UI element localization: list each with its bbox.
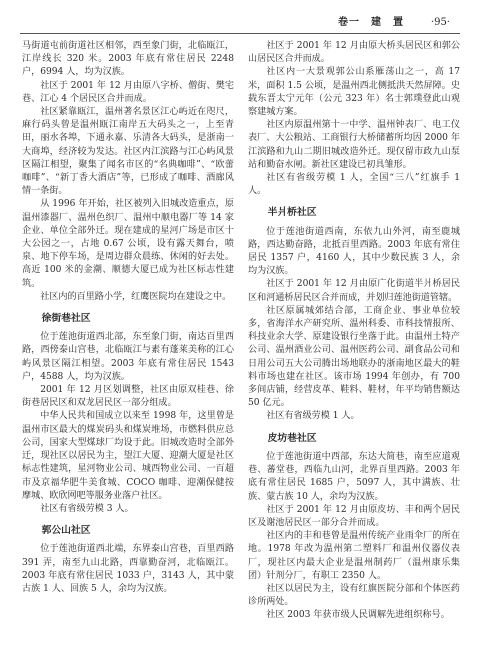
paragraph: 社区有省级劳模 1 人，全国“三八”红旗手 1 人。 bbox=[248, 173, 460, 197]
paragraph: 社区有省级劳模 1 人。 bbox=[266, 411, 360, 422]
section-heading: 郭公山社区 bbox=[41, 525, 91, 537]
paragraph: 社区于 2001 年 12 月由原八字桥、僧街、樊宅巷、江心 4 个居民区合并而成。 bbox=[22, 80, 234, 104]
paragraph: 社区于 2001 年 12 月由原大桥头居民区和郭公山居民区合并而成。 bbox=[248, 41, 460, 65]
header-rule bbox=[20, 33, 460, 34]
paragraph: 社区内一大景观郭公山系雁荡山之一，高 17 米，面积 1.5 公顷，是温州西北侧抵洪天然屏障。史载东晋太宁元年（公元 323 年）名士郭璞登此山观察建城方案。 bbox=[248, 67, 460, 118]
paragraph: 社区 2003 年获市级人民调解先进组织称号。 bbox=[266, 610, 450, 621]
paragraph: 社区内原温州第十一中学、温州钟表厂、电工仪表厂、大公粮站、工商银行大桥储蓄所均因 2000 年江滨路和九山二期旧城改造外迁。现仅留市政九山泵站和勤奋水闸。新社区建设已初具雏形。 bbox=[248, 120, 460, 170]
paragraph: 社区原属城郊结合部，工商企业、事业单位较多，省海洋水产研究所、温州科委、市科技情报所、科技业余大学、原建设银行坐落于此。由温州土特产公司、温州酒业公司、温州医药公司、副食品公司和日用公司五大公司腾出场地联办的浙南地区最大的鞋料市场也建在社区。该市场 1994 年创办，有 700 多间店铺，经营皮革、鞋料、鞋材，年平均销售额达 50 亿元。 bbox=[248, 305, 460, 409]
paragraph: 位于莲池街道中西部，东达大简巷，南至应道观巷、蕃堂巷，西临九山河，北界百里西路。2003 年底有常住居民 1685 户，5097 人，其中满族、壮族、蒙古族 10 人，余均为汉族。 bbox=[248, 451, 460, 502]
paragraph: 从 1996 年开始，社区被列入旧城改造重点，原温州漆器厂、温州色织厂、温州中顺电器厂等 14 家企业、单位全部外迁。现在建成的星河广场是市区十大公园之一，占地 0.67 公顷，设有露天舞台，喷泉、地下停车场，是周边群众晨练、休闲的好去处。高近 100 米的金潮、顺德大厦已成为社区标志性建筑。 bbox=[22, 199, 234, 289]
paragraph: 社区于 2001 年 12 月由原广化街道半爿桥居民区和河通桥居民区合并而成，并划归莲池街道管辖。 bbox=[248, 279, 460, 303]
paragraph: 社区有省级劳模 3 人。 bbox=[40, 503, 134, 514]
paragraph: 位于莲池街道西北端，东界泰山宫巷，百里西路 391 弄，南至九山北路，西靠勤奋河，北临瓯江。2003 年底有常住居民 1033 户，3143 人，其中蒙古族 1 人、回族 5 人，余均为汉族。 bbox=[22, 544, 234, 594]
paragraph: 位于莲池街道西南，东依九山外河，南至鹿城路，西达勤奋路，北抵百里西路。2003 年底有常住居民 1357 户，4160 人，其中少数民族 3 人，余均为汉族。 bbox=[248, 226, 460, 277]
page-header bbox=[250, 16, 450, 30]
page-number: ·95· bbox=[430, 17, 450, 28]
paragraph: 2001 年 12 月区划调整，社区由原双桂巷、徐街巷居民区和双龙居民区一部分组成。 bbox=[22, 385, 234, 409]
left-column bbox=[22, 40, 234, 596]
paragraph: 社区紧靠瓯江，温州著名景区江心屿近在咫尺，麻行码头曾是温州瓯江南岸五大码头之一，上至青田，丽水各埠，下通永嘉、乐清各大码头，是浙南一大商埠，经济较为发达。社区内江滨路与江心屿风景区隔江相望，聚集了闻名市区的“名典咖啡”、“欧蕾咖啡”、“新丁香大酒店”等，已形成了咖啡、酒廊风情一条街。 bbox=[22, 107, 234, 197]
section-heading: 徐街巷社区 bbox=[41, 313, 91, 325]
running-head-title: 卷一 建 置 bbox=[338, 17, 404, 28]
paragraph: 位于莲池街道西北部，东至象门街，南达百里西路，西傍泰山宫巷，北临瓯江与素有蓬莱美称的江心屿风景区隔江相望。2003 年底有常住居民 1543 户，4588 人，均为汉族。 bbox=[22, 332, 234, 382]
paragraph: 社区以居民为主，设有红旗医院分部和个体医药诊所两处。 bbox=[248, 583, 460, 608]
paragraph: 马街道屯前街道社区相邻，西至象门街，北临瓯江，江岸线长 320 米。2003 年底有常住居民 2248 户，6994 人，均为汉族。 bbox=[22, 41, 234, 78]
section-heading: 皮坊巷社区 bbox=[267, 432, 317, 444]
paragraph: 社区内的丰和巷曾是温州传统产业雨伞厂的所在地。1978 年改为温州第二塑料厂和温州仪器仪表厂，现社区内最大企业是温州制药厂（温州康乐集团）针剂分厂，有职工 2350 人。 bbox=[248, 531, 460, 581]
section-heading: 半爿桥社区 bbox=[267, 207, 317, 219]
paragraph: 社区内的百里路小学，红鹰医院均在建设之中。 bbox=[40, 291, 232, 302]
paragraph: 中华人民共和国成立以来至 1998 年，这里曾是温州市区最大的煤炭码头和煤炭堆场，市燃料供应总公司，国家大型煤球厂均设于此。旧城改造时全部外迁，现社区以居民为主，望江大厦、迎潮大厦是社区标志性建筑，星河物业公司、城西物业公司、一百超市及京福华肥牛美食城、COCO 咖啡、迎潮保健按摩城、欧欣网吧等服务业落户社区。 bbox=[22, 411, 234, 501]
paragraph: 社区于 2001 年 12 月由原皮坊、丰和两个居民区及谢池居民区一部分合并而成。 bbox=[248, 504, 460, 528]
right-column bbox=[248, 40, 460, 623]
